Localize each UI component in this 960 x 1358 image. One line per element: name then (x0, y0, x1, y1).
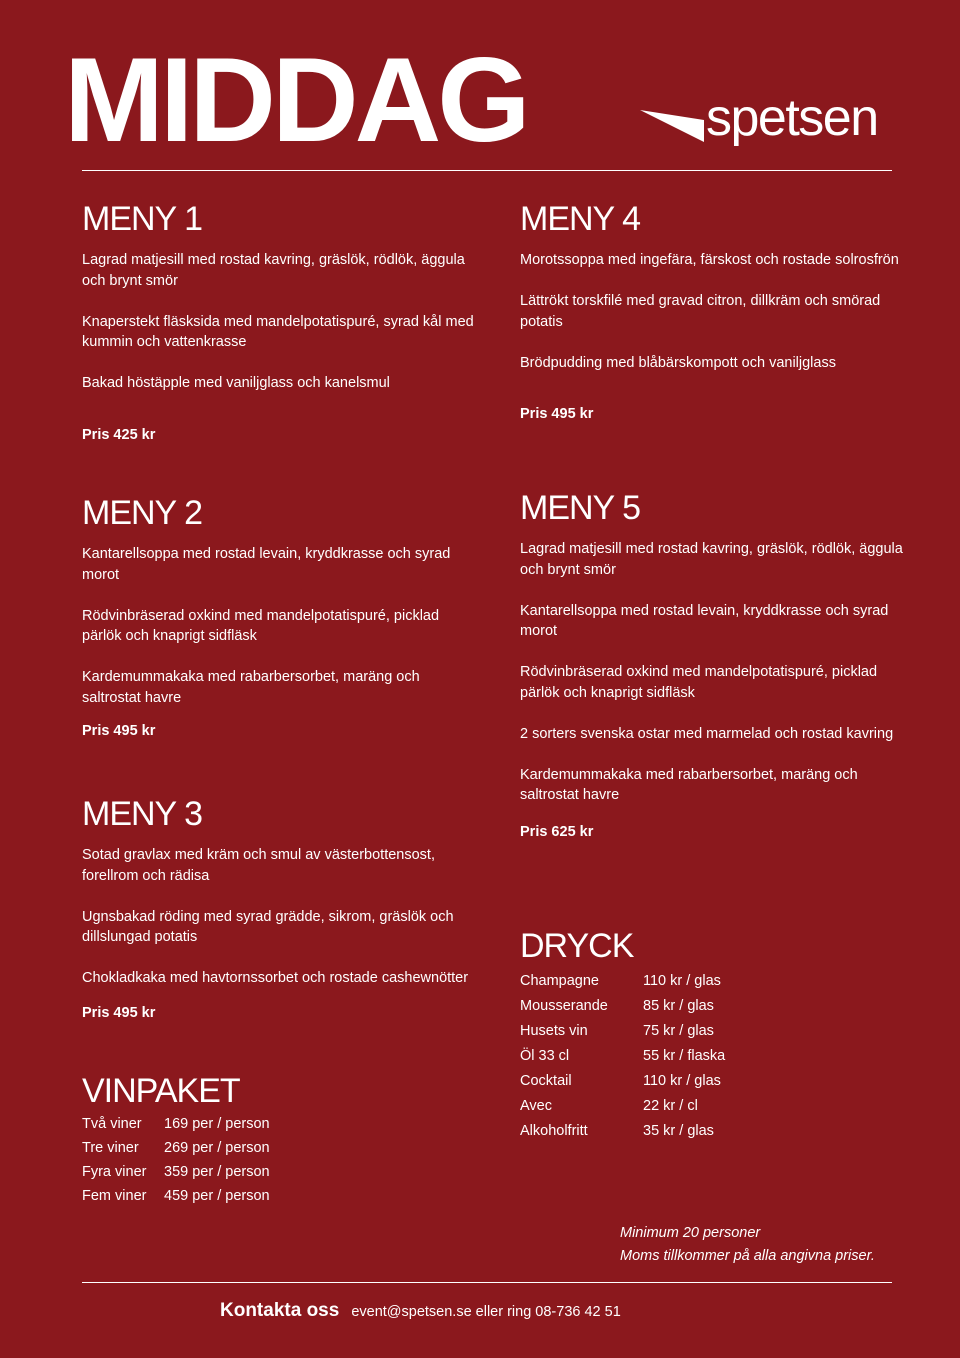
drink-price: 22 kr / cl (643, 1098, 698, 1114)
wine-package-list (82, 1112, 482, 1208)
wine-option-price: 459 per / person (164, 1188, 270, 1204)
list-item (520, 1094, 920, 1119)
wine-option-price: 169 per / person (164, 1116, 270, 1132)
drink-price: 85 kr / glas (643, 998, 714, 1014)
drink-name: Mousserande (520, 998, 608, 1014)
drink-name: Alkoholfritt (520, 1123, 588, 1139)
dish: Chokladkaka med havtornssorbet och rostade cashewnötter (82, 970, 469, 986)
list-item (520, 1019, 920, 1044)
drink-name: Avec (520, 1098, 552, 1114)
wine-option-name: Fyra viner (82, 1164, 147, 1180)
wine-package (82, 1074, 482, 1208)
list-item (82, 1160, 482, 1184)
menu-5-title: MENY 5 (520, 489, 640, 527)
page-title: MIDDAG (64, 33, 527, 167)
wine-option-name: Tre viner (82, 1140, 139, 1156)
menu-4 (520, 202, 920, 424)
dish: Rödvinbräserad oxkind med mandelpotatispuré, picklad pärlök och knaprigt sidfläsk (520, 664, 878, 701)
menu-2-price: Pris 495 kr (82, 722, 156, 739)
dish: Lagrad matjesill med rostad kavring, gräslök, rödlök, äggula och brynt smör (520, 541, 903, 578)
menu-1 (82, 202, 482, 445)
drink-name: Husets vin (520, 1023, 588, 1039)
list-item (82, 1184, 482, 1208)
drink-name: Champagne (520, 973, 599, 989)
menu-1-title: MENY 1 (82, 200, 202, 238)
menu-2 (82, 496, 482, 741)
list-item (520, 994, 920, 1019)
dish: Kantarellsoppa med rostad levain, kryddkrasse och syrad morot (82, 546, 451, 583)
dish: Kardemummakaka med rabarbersorbet, maräng och saltrostat havre (520, 766, 858, 803)
menu-1-price: Pris 425 kr (82, 426, 156, 443)
spetsen-logo (640, 89, 890, 158)
menu-5 (520, 491, 920, 842)
drink-price: 35 kr / glas (643, 1123, 714, 1139)
list-item (82, 1112, 482, 1136)
drink-price: 110 kr / glas (643, 1073, 721, 1089)
dish: Morotssoppa med ingefära, färskost och rostade solrosfrön (520, 252, 899, 268)
dish: Rödvinbräserad oxkind med mandelpotatispuré, picklad pärlök och knaprigt sidfläsk (82, 607, 440, 644)
dish: Kardemummakaka med rabarbersorbet, maräng och saltrostat havre (82, 669, 420, 706)
dish: Bakad höstäpple med vaniljglass och kanelsmul (82, 375, 390, 391)
drink-price: 75 kr / glas (643, 1023, 714, 1039)
note-vat: Moms tillkommer på alla angivna priser. (620, 1248, 875, 1264)
logo-text: spetsen (706, 89, 878, 147)
footnotes (620, 1222, 875, 1268)
contact-label: Kontakta oss (220, 1300, 340, 1321)
dish: Knaperstekt fläsksida med mandelpotatispuré, syrad kål med kummin och vattenkrasse (82, 313, 474, 350)
dish: Ugnsbakad röding med syrad grädde, sikrom, gräslök och dillslungad potatis (82, 908, 454, 945)
drink-name: Öl 33 cl (520, 1048, 570, 1064)
wine-option-name: Två viner (82, 1116, 142, 1132)
list-item (82, 1136, 482, 1160)
contact (220, 1300, 621, 1322)
header-divider (82, 170, 892, 171)
menu-3-price: Pris 495 kr (82, 1005, 156, 1021)
dish: Lättrökt torskfilé med gravad citron, dillkräm och smörad potatis (520, 293, 881, 330)
note-minimum: Minimum 20 personer (620, 1225, 761, 1241)
wine-option-price: 269 per / person (164, 1140, 270, 1156)
dish: 2 sorters svenska ostar med marmelad och rostad kavring (520, 725, 894, 742)
menu-4-price: Pris 495 kr (520, 406, 594, 422)
menu-3 (82, 797, 482, 1023)
dish: Lagrad matjesill med rostad kavring, gräslök, rödlök, äggula och brynt smör (82, 252, 465, 289)
wine-option-name: Fem viner (82, 1188, 147, 1204)
menu-5-price: Pris 625 kr (520, 824, 594, 840)
logo-wedge-icon (640, 110, 706, 142)
wine-package-title: VINPAKET (82, 1072, 240, 1110)
drinks-list (520, 969, 920, 1144)
dish: Kantarellsoppa med rostad levain, kryddkrasse och syrad morot (520, 602, 889, 639)
drinks-title: DRYCK (520, 927, 634, 965)
menu-3-title: MENY 3 (82, 795, 202, 833)
menu-4-title: MENY 4 (520, 200, 640, 238)
list-item (520, 1069, 920, 1094)
drink-price: 110 kr / glas (643, 973, 721, 989)
menu-2-title: MENY 2 (82, 494, 202, 532)
contact-details: event@spetsen.se eller ring 08-736 42 51 (351, 1304, 621, 1320)
list-item (520, 1119, 920, 1144)
wine-option-price: 359 per / person (164, 1164, 270, 1180)
drink-name: Cocktail (520, 1073, 572, 1089)
drinks (520, 929, 920, 1144)
dish: Brödpudding med blåbärskompott och vaniljglass (520, 354, 836, 371)
drink-price: 55 kr / flaska (643, 1048, 726, 1064)
list-item (520, 969, 920, 994)
list-item (520, 1044, 920, 1069)
dish: Sotad gravlax med kräm och smul av västerbottensost, forellrom och rädisa (82, 847, 435, 884)
footer-divider (82, 1282, 892, 1283)
